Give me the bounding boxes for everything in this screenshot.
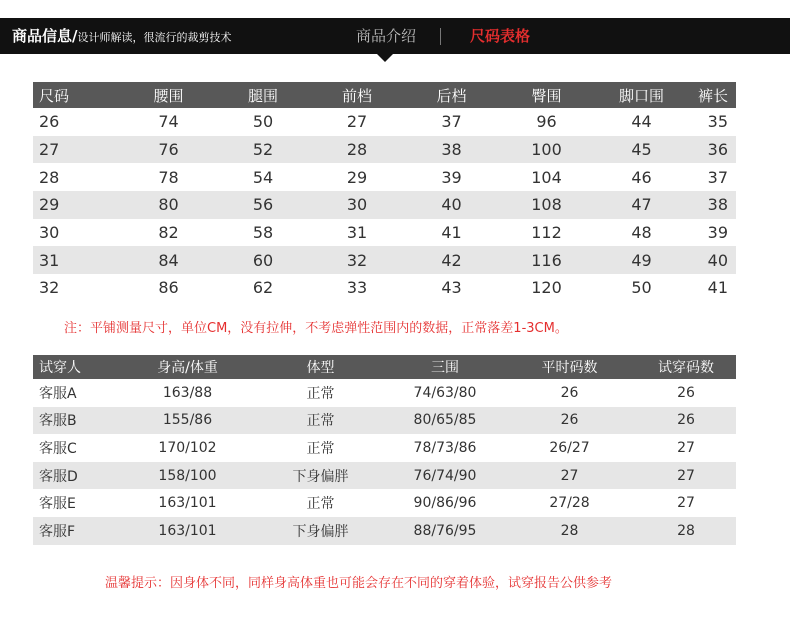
table-cell: 78 <box>158 167 179 187</box>
table-cell: 36 <box>689 136 736 164</box>
table-cell: 客服E <box>39 496 76 513</box>
size-header-cell: 脚口围 <box>594 82 689 108</box>
table-cell: 30 <box>39 223 60 243</box>
title-sub: 设计师解读，很流行的裁剪技术 <box>77 31 232 44</box>
table-cell: 163/88 <box>162 384 213 401</box>
tab-size-chart[interactable]: 尺码表格 <box>470 27 531 45</box>
table-cell: 32 <box>310 246 404 274</box>
try-header-cell: 三围 <box>387 355 503 379</box>
try-on-table <box>33 355 736 545</box>
table-cell: 28 <box>503 517 636 545</box>
size-header-cell: 尺码 <box>33 82 121 108</box>
table-cell: 35 <box>707 112 728 132</box>
table-row <box>33 462 736 490</box>
section-title <box>12 18 231 54</box>
table-cell: 27 <box>636 462 736 490</box>
table-cell: 下身偏胖 <box>254 462 387 490</box>
table-cell: 54 <box>252 167 274 187</box>
table-cell: 56 <box>216 191 310 219</box>
try-header-cell: 试穿人 <box>33 355 121 379</box>
table-cell: 客服C <box>39 440 77 457</box>
table-cell: 33 <box>346 278 368 298</box>
table-cell: 正常 <box>306 385 335 402</box>
table-row <box>33 163 736 191</box>
table-row <box>33 517 736 545</box>
table-cell: 76/74/90 <box>387 462 503 490</box>
try-header-cell: 试穿码数 <box>636 355 736 379</box>
table-cell: 26 <box>560 384 579 401</box>
table-cell: 29 <box>346 167 368 187</box>
table-cell: 76 <box>121 136 216 164</box>
table-cell: 29 <box>33 191 121 219</box>
tab-divider <box>440 28 441 45</box>
table-cell: 74 <box>158 112 179 132</box>
table-cell: 88/76/95 <box>387 517 503 545</box>
table-cell: 43 <box>441 278 462 298</box>
table-cell: 27/28 <box>549 495 590 512</box>
table-cell: 正常 <box>254 407 387 435</box>
table-cell: 27 <box>346 112 368 132</box>
size-header-cell: 臀围 <box>499 82 594 108</box>
tab-product-intro[interactable]: 商品介绍 <box>356 27 417 45</box>
table-cell: 86 <box>158 278 179 298</box>
table-cell: 26 <box>677 384 695 401</box>
table-cell: 客服F <box>33 517 121 545</box>
title-main: 商品信息/ <box>12 27 78 45</box>
size-table <box>33 82 736 302</box>
table-cell: 42 <box>404 246 499 274</box>
table-cell: 48 <box>631 223 652 243</box>
table-cell: 62 <box>252 278 274 298</box>
fit-tip: 温馨提示：因身体不同，同样身高体重也可能会存在不同的穿着体验，试穿报告公供参考 <box>105 576 613 591</box>
table-row <box>33 108 736 136</box>
table-cell: 31 <box>33 246 121 274</box>
table-cell: 26 <box>503 407 636 435</box>
size-table-header <box>33 82 736 108</box>
table-cell: 50 <box>252 112 274 132</box>
size-header-cell: 后档 <box>404 82 499 108</box>
table-cell: 170/102 <box>158 439 217 456</box>
table-cell: 26/27 <box>549 439 590 456</box>
table-row <box>33 219 736 247</box>
measurement-note: 注：平铺测量尺寸，单位CM，没有拉伸，不考虑弹性范围内的数据，正常落差1-3CM。 <box>64 321 568 336</box>
table-cell: 49 <box>594 246 689 274</box>
table-cell: 27 <box>677 495 695 512</box>
table-cell: 37 <box>441 112 462 132</box>
table-cell: 84 <box>121 246 216 274</box>
table-cell: 27 <box>677 439 695 456</box>
table-cell: 客服B <box>33 407 121 435</box>
table-cell: 27 <box>33 136 121 164</box>
table-cell: 28 <box>636 517 736 545</box>
table-cell: 41 <box>441 223 462 243</box>
table-cell: 37 <box>707 167 728 187</box>
size-header-cell: 裤长 <box>689 82 736 108</box>
table-cell: 108 <box>499 191 594 219</box>
table-row <box>33 274 736 302</box>
try-header-cell: 体型 <box>254 355 387 379</box>
table-cell: 26 <box>636 407 736 435</box>
table-row <box>33 379 736 407</box>
try-header-cell: 平时码数 <box>503 355 636 379</box>
size-header-cell: 腰围 <box>121 82 216 108</box>
size-header-cell: 腿围 <box>216 82 310 108</box>
active-pointer-icon <box>377 54 393 62</box>
table-cell: 52 <box>216 136 310 164</box>
table-cell: 26 <box>39 112 60 132</box>
table-cell: 正常 <box>306 496 335 513</box>
table-row <box>33 434 736 462</box>
table-cell: 158/100 <box>121 462 254 490</box>
table-cell: 104 <box>531 167 562 187</box>
table-cell: 39 <box>707 223 728 243</box>
table-cell: 41 <box>707 278 728 298</box>
table-cell: 74/63/80 <box>413 384 477 401</box>
table-row <box>33 489 736 517</box>
table-cell: 28 <box>310 136 404 164</box>
table-cell: 163/101 <box>121 517 254 545</box>
table-cell: 32 <box>39 278 60 298</box>
table-cell: 45 <box>594 136 689 164</box>
table-cell: 60 <box>216 246 310 274</box>
table-cell: 112 <box>531 223 562 243</box>
table-cell: 44 <box>631 112 652 132</box>
try-table-header <box>33 355 736 379</box>
table-row <box>33 136 736 164</box>
table-cell: 40 <box>689 246 736 274</box>
table-cell: 155/86 <box>121 407 254 435</box>
table-cell: 28 <box>39 167 60 187</box>
table-cell: 30 <box>310 191 404 219</box>
table-cell: 90/86/96 <box>413 495 477 512</box>
table-cell: 50 <box>631 278 652 298</box>
table-cell: 下身偏胖 <box>254 517 387 545</box>
table-cell: 82 <box>158 223 179 243</box>
header-bar <box>0 18 790 54</box>
table-cell: 正常 <box>306 440 335 457</box>
try-header-cell: 身高/体重 <box>121 355 254 379</box>
table-cell: 40 <box>404 191 499 219</box>
table-cell: 78/73/86 <box>413 439 477 456</box>
table-cell: 客服A <box>39 385 77 402</box>
table-cell: 38 <box>404 136 499 164</box>
table-cell: 27 <box>503 462 636 490</box>
table-cell: 163/101 <box>158 495 217 512</box>
table-cell: 47 <box>594 191 689 219</box>
table-row <box>33 191 736 219</box>
table-cell: 客服D <box>33 462 121 490</box>
table-cell: 100 <box>499 136 594 164</box>
table-cell: 116 <box>499 246 594 274</box>
table-cell: 39 <box>441 167 462 187</box>
table-cell: 31 <box>346 223 368 243</box>
table-cell: 120 <box>531 278 562 298</box>
table-cell: 80 <box>121 191 216 219</box>
table-row <box>33 246 736 274</box>
table-cell: 96 <box>536 112 557 132</box>
table-cell: 58 <box>252 223 274 243</box>
table-cell: 46 <box>631 167 652 187</box>
table-cell: 80/65/85 <box>387 407 503 435</box>
table-row <box>33 407 736 435</box>
table-cell: 38 <box>689 191 736 219</box>
size-header-cell: 前档 <box>310 82 404 108</box>
